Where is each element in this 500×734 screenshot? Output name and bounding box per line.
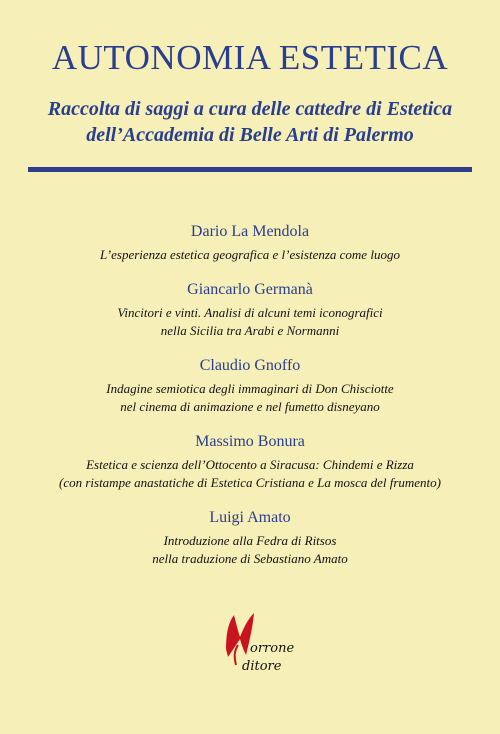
essay-title-line: L’esperienza estetica geografica e l’esistenza come luogo — [100, 247, 400, 262]
essay-entry — [0, 432, 500, 492]
essay-author: Giancarlo Germanà — [187, 281, 313, 298]
essay-list — [0, 222, 500, 584]
subtitle-line-2: dell’Accademia di Belle Arti di Palermo — [86, 124, 414, 146]
essay-author: Massimo Bonura — [195, 433, 305, 450]
title-divider — [28, 167, 472, 172]
publisher-logo — [212, 605, 302, 675]
essay-author: Dario La Mendola — [190, 223, 310, 240]
essay-entry — [0, 222, 500, 264]
essay-entry — [0, 280, 500, 340]
essay-title-line: nella traduzione di Sebastiano Amato — [152, 551, 348, 566]
essay-title-line: Vincitori e vinti. Analisi di alcuni temi iconografici — [117, 305, 383, 320]
essay-entry — [0, 508, 500, 568]
essay-title-line: nella Sicilia tra Arabi e Normanni — [160, 323, 340, 338]
essay-entry — [0, 356, 500, 416]
subtitle-line-1: Raccolta di saggi a cura delle cattedre di Estetica — [47, 98, 453, 120]
publisher-name: orrone — [250, 641, 295, 656]
essay-title-line: Estetica e scienza dell’Ottocento a Siracusa: Chindemi e Rizza — [86, 457, 414, 472]
publisher-suffix: ditore — [242, 659, 282, 674]
essay-title-line: Indagine semiotica degli immaginari di Don Chisciotte — [106, 381, 394, 396]
essay-author: Claudio Gnoffo — [199, 357, 301, 374]
book-subtitle — [0, 96, 500, 148]
essay-author: Luigi Amato — [209, 509, 291, 526]
essay-title-line: (con ristampe anastatiche di Estetica Cristiana e La mosca del frumento) — [58, 475, 441, 490]
essay-title-line: Introduzione alla Fedra di Ritsos — [163, 533, 337, 548]
book-title: AUTONOMIA ESTETICA — [51, 38, 449, 77]
essay-title-line: nel cinema di animazione e nel fumetto disneyano — [120, 399, 380, 414]
